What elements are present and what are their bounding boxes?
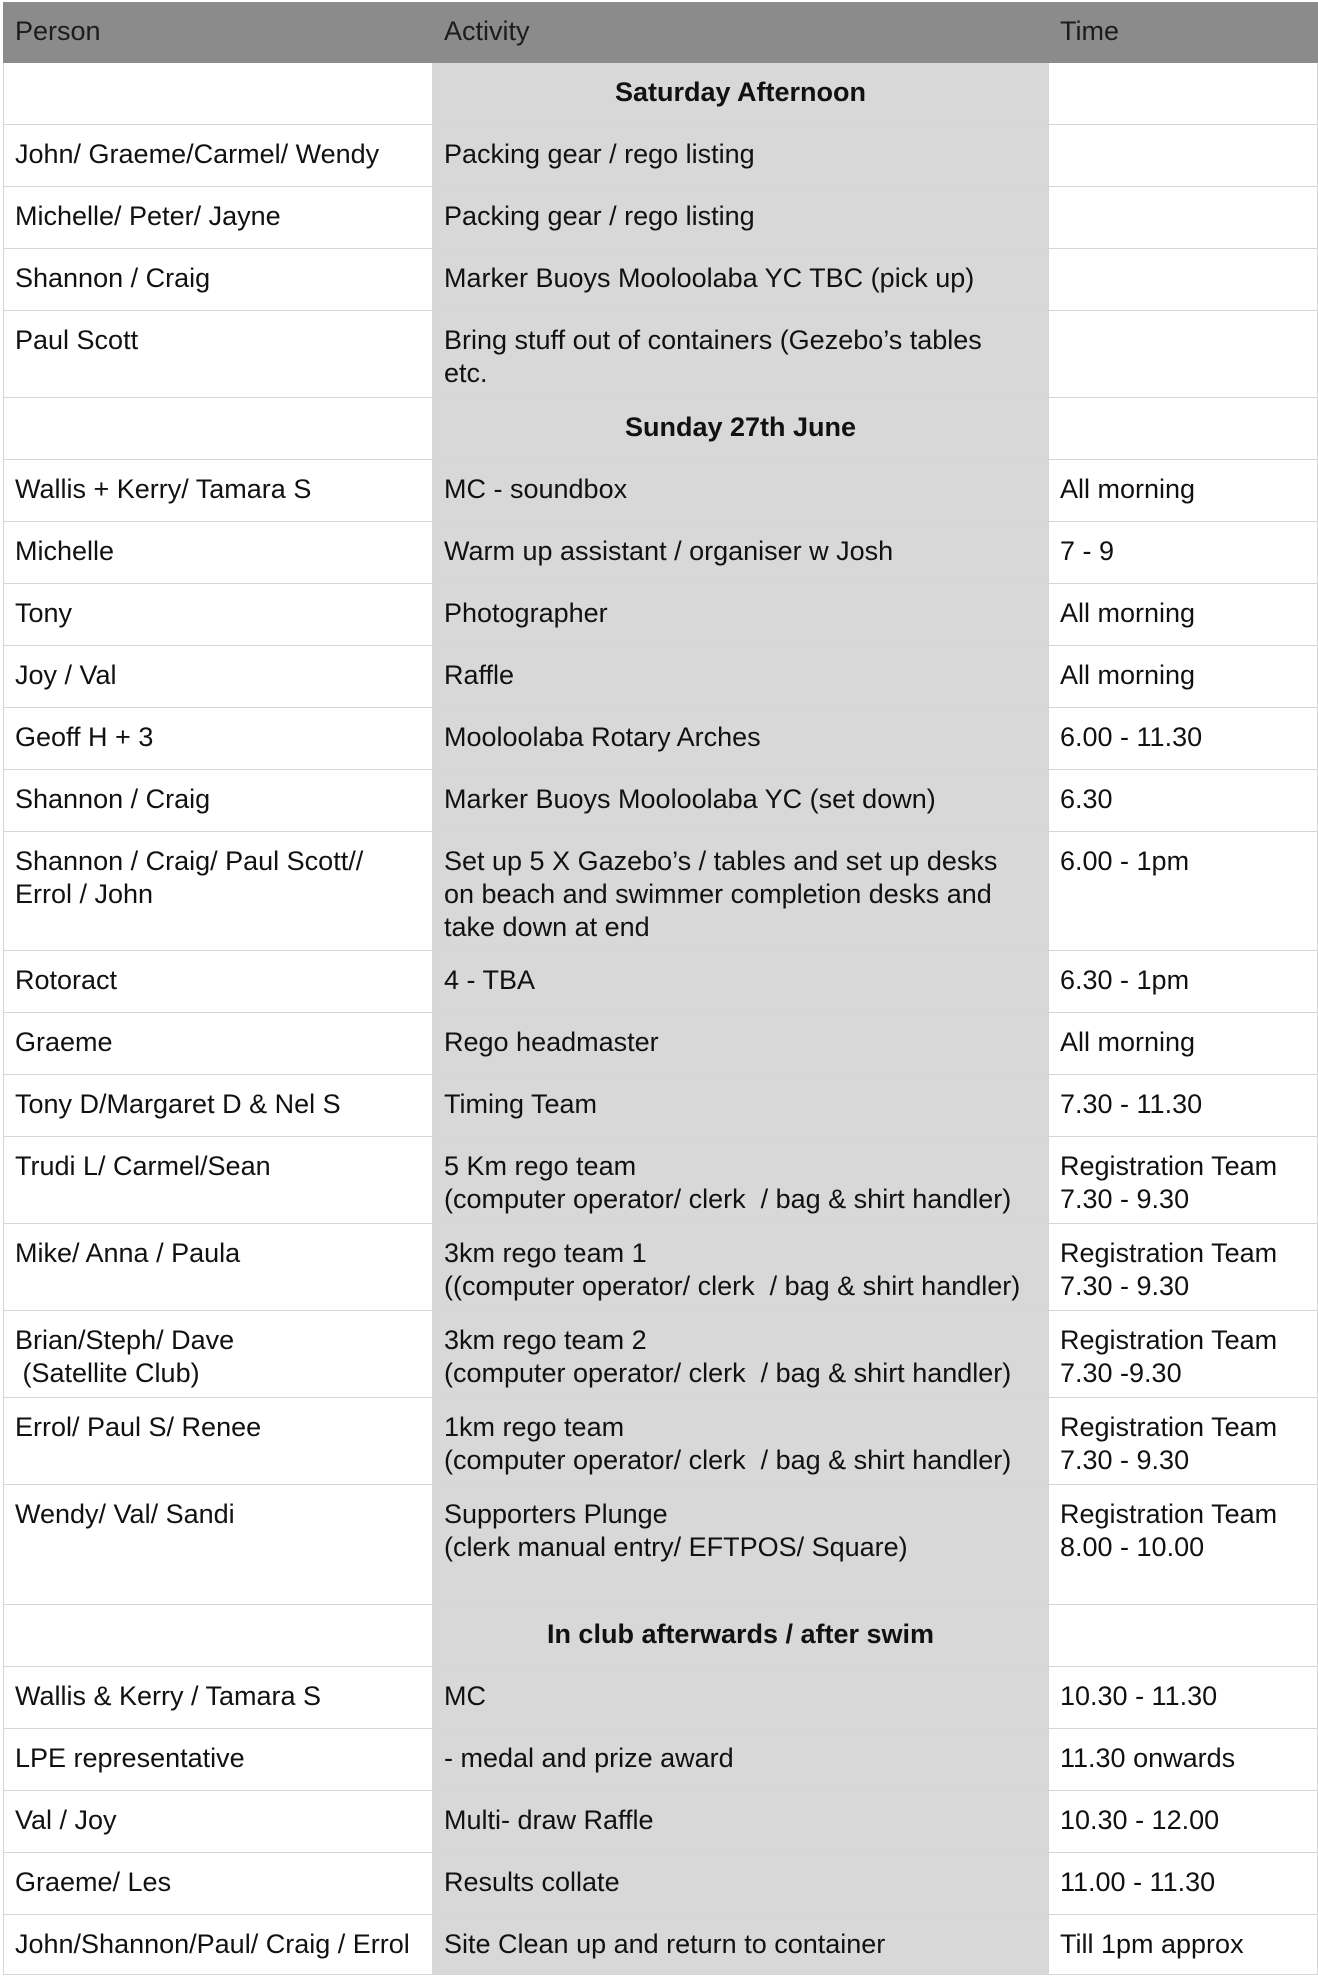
- person-cell: [4, 460, 433, 522]
- person-line: Graeme/ Les: [15, 1867, 172, 1897]
- section-time-cell: [1049, 1605, 1318, 1667]
- person-line: Errol / John: [15, 879, 154, 909]
- person-line: Brian/Steph/ Dave: [15, 1325, 235, 1355]
- time-line: 6.00 - 11.30: [1060, 722, 1203, 752]
- section-person-cell: [4, 63, 433, 125]
- time-line: Till 1pm approx: [1060, 1929, 1244, 1959]
- header-person: Person: [4, 3, 433, 63]
- table-row: [4, 1137, 1318, 1224]
- time-cell: [1049, 249, 1318, 311]
- person-line: Joy / Val: [15, 660, 117, 690]
- person-cell: [4, 708, 433, 770]
- table-row: [4, 708, 1318, 770]
- person-cell: [4, 311, 433, 398]
- person-line: Mike/ Anna / Paula: [15, 1238, 241, 1268]
- time-cell: [1049, 1791, 1318, 1853]
- table-row: [4, 249, 1318, 311]
- table-row: [4, 1398, 1318, 1485]
- time-cell: [1049, 1915, 1318, 1975]
- table-row: [4, 1667, 1318, 1729]
- time-cell: [1049, 125, 1318, 187]
- table-row: [4, 1791, 1318, 1853]
- time-line: 6.00 - 1pm: [1060, 846, 1190, 876]
- table-row: [4, 1915, 1318, 1975]
- activity-line: MC - soundbox: [444, 474, 628, 504]
- activity-line: Warm up assistant / organiser w Josh: [444, 536, 894, 566]
- time-cell: [1049, 1013, 1318, 1075]
- time-cell: [1049, 311, 1318, 398]
- time-cell: [1049, 951, 1318, 1013]
- person-line: Errol/ Paul S/ Renee: [15, 1412, 262, 1442]
- activity-line: Mooloolaba Rotary Arches: [444, 722, 761, 752]
- person-line: Wendy/ Val/ Sandi: [15, 1499, 235, 1529]
- person-line: Shannon / Craig/ Paul Scott//: [15, 846, 364, 876]
- person-cell: [4, 1853, 433, 1915]
- time-line: All morning: [1060, 598, 1196, 628]
- time-cell: [1049, 1667, 1318, 1729]
- table-row: [4, 125, 1318, 187]
- table-row: [4, 646, 1318, 708]
- time-cell: [1049, 1485, 1318, 1605]
- activity-line: Results collate: [444, 1867, 620, 1897]
- activity-line: (computer operator/ clerk / bag & shirt handler): [444, 1358, 1012, 1388]
- time-line: 7.30 - 11.30: [1060, 1089, 1203, 1119]
- activity-cell: [433, 1398, 1049, 1485]
- person-line: Tony D/Margaret D & Nel S: [15, 1089, 341, 1119]
- activity-line: Rego headmaster: [444, 1027, 659, 1057]
- time-line: 11.30 onwards: [1060, 1743, 1236, 1773]
- activity-line: Bring stuff out of containers (Gezebo’s tables: [444, 325, 982, 355]
- table-row: [4, 1311, 1318, 1398]
- section-header-row: [4, 398, 1318, 460]
- activity-line: 3km rego team 1: [444, 1238, 647, 1268]
- activity-line: Raffle: [444, 660, 515, 690]
- time-line: 7.30 - 9.30: [1060, 1184, 1190, 1214]
- table-row: [4, 1853, 1318, 1915]
- time-cell: [1049, 1075, 1318, 1137]
- table-row: [4, 1013, 1318, 1075]
- person-line: Shannon / Craig: [15, 263, 211, 293]
- time-line: 6.30: [1060, 784, 1113, 814]
- table-row: [4, 1075, 1318, 1137]
- person-line: Paul Scott: [15, 325, 139, 355]
- person-cell: [4, 832, 433, 951]
- activity-cell: [433, 1224, 1049, 1311]
- activity-line: Marker Buoys Mooloolaba YC (set down): [444, 784, 936, 814]
- table-row: [4, 832, 1318, 951]
- time-line: Registration Team: [1060, 1325, 1278, 1355]
- activity-line: (clerk manual entry/ EFTPOS/ Square): [444, 1532, 908, 1562]
- activity-cell: [433, 1311, 1049, 1398]
- activity-cell: [433, 1075, 1049, 1137]
- person-cell: [4, 1485, 433, 1605]
- table-header: [4, 3, 1318, 63]
- activity-cell: [433, 460, 1049, 522]
- activity-cell: [433, 832, 1049, 951]
- header-activity: Activity: [433, 3, 1049, 63]
- person-line: John/Shannon/Paul/ Craig / Errol: [15, 1929, 410, 1959]
- activity-cell: [433, 1915, 1049, 1975]
- activity-cell: [433, 708, 1049, 770]
- time-cell: [1049, 1853, 1318, 1915]
- activity-line: Packing gear / rego listing: [444, 201, 755, 231]
- activity-line: Photographer: [444, 598, 608, 628]
- time-line: 7 - 9: [1060, 536, 1115, 566]
- activity-cell: [433, 311, 1049, 398]
- section-header-row: [4, 63, 1318, 125]
- activity-cell: [433, 1137, 1049, 1224]
- activity-line: Timing Team: [444, 1089, 598, 1119]
- activity-cell: [433, 1791, 1049, 1853]
- person-cell: [4, 1137, 433, 1224]
- activity-cell: [433, 1013, 1049, 1075]
- table-row: [4, 1485, 1318, 1605]
- time-cell: [1049, 770, 1318, 832]
- table-row: [4, 460, 1318, 522]
- section-title: In club afterwards / after swim: [433, 1605, 1049, 1667]
- table-row: [4, 522, 1318, 584]
- person-cell: [4, 1667, 433, 1729]
- section-time-cell: [1049, 63, 1318, 125]
- activity-cell: [433, 1485, 1049, 1605]
- header-time: Time: [1049, 3, 1318, 63]
- activity-cell: [433, 646, 1049, 708]
- table-row: [4, 311, 1318, 398]
- time-line: Registration Team: [1060, 1499, 1278, 1529]
- person-line: Tony: [15, 598, 73, 628]
- time-cell: [1049, 832, 1318, 951]
- table-row: [4, 187, 1318, 249]
- activity-line: 1km rego team: [444, 1412, 625, 1442]
- time-line: 7.30 - 9.30: [1060, 1271, 1190, 1301]
- time-line: All morning: [1060, 660, 1196, 690]
- activity-cell: [433, 1729, 1049, 1791]
- section-header-row: [4, 1605, 1318, 1667]
- table-body: [4, 63, 1318, 1975]
- person-line: Wallis + Kerry/ Tamara S: [15, 474, 312, 504]
- section-title: Saturday Afternoon: [433, 63, 1049, 125]
- person-line: Michelle/ Peter/ Jayne: [15, 201, 281, 231]
- time-cell: [1049, 460, 1318, 522]
- activity-line: 4 - TBA: [444, 965, 536, 995]
- time-line: 7.30 - 9.30: [1060, 1445, 1190, 1475]
- activity-cell: [433, 187, 1049, 249]
- time-line: 10.30 - 11.30: [1060, 1681, 1218, 1711]
- person-line: Trudi L/ Carmel/Sean: [15, 1151, 271, 1181]
- time-line: 6.30 - 1pm: [1060, 965, 1190, 995]
- person-cell: [4, 249, 433, 311]
- time-cell: [1049, 1398, 1318, 1485]
- person-line: (Satellite Club): [15, 1358, 200, 1388]
- time-cell: [1049, 1137, 1318, 1224]
- table-row: [4, 584, 1318, 646]
- activity-line: - medal and prize award: [444, 1743, 734, 1773]
- activity-line: Supporters Plunge: [444, 1499, 668, 1529]
- activity-line: Packing gear / rego listing: [444, 139, 755, 169]
- section-person-cell: [4, 1605, 433, 1667]
- person-line: Wallis & Kerry / Tamara S: [15, 1681, 322, 1711]
- time-line: Registration Team: [1060, 1412, 1278, 1442]
- person-cell: [4, 125, 433, 187]
- time-line: Registration Team: [1060, 1238, 1278, 1268]
- person-cell: [4, 646, 433, 708]
- time-line: All morning: [1060, 474, 1196, 504]
- section-time-cell: [1049, 398, 1318, 460]
- person-line: Rotoract: [15, 965, 118, 995]
- person-line: Shannon / Craig: [15, 784, 211, 814]
- person-line: Val / Joy: [15, 1805, 117, 1835]
- time-cell: [1049, 1311, 1318, 1398]
- time-cell: [1049, 187, 1318, 249]
- person-line: Michelle: [15, 536, 115, 566]
- person-cell: [4, 584, 433, 646]
- activity-line: etc.: [444, 358, 488, 388]
- section-title: Sunday 27th June: [433, 398, 1049, 460]
- person-cell: [4, 1013, 433, 1075]
- person-cell: [4, 1224, 433, 1311]
- person-cell: [4, 187, 433, 249]
- activity-line: take down at end: [444, 912, 650, 942]
- header-row: [4, 3, 1318, 63]
- activity-line: MC: [444, 1681, 486, 1711]
- activity-line: Multi- draw Raffle: [444, 1805, 654, 1835]
- person-line: Graeme: [15, 1027, 113, 1057]
- time-line: Registration Team: [1060, 1151, 1278, 1181]
- time-cell: [1049, 584, 1318, 646]
- activity-line: Set up 5 X Gazebo’s / tables and set up desks: [444, 846, 998, 876]
- activity-cell: [433, 522, 1049, 584]
- section-person-cell: [4, 398, 433, 460]
- activity-line: Marker Buoys Mooloolaba YC TBC (pick up): [444, 263, 975, 293]
- time-line: 11.00 - 11.30: [1060, 1867, 1216, 1897]
- time-line: All morning: [1060, 1027, 1196, 1057]
- time-line: 10.30 - 12.00: [1060, 1805, 1220, 1835]
- time-cell: [1049, 708, 1318, 770]
- person-cell: [4, 770, 433, 832]
- table-row: [4, 1729, 1318, 1791]
- roster-table: [3, 2, 1318, 1975]
- activity-line: (computer operator/ clerk / bag & shirt handler): [444, 1445, 1012, 1475]
- activity-line: 5 Km rego team: [444, 1151, 637, 1181]
- activity-cell: [433, 770, 1049, 832]
- person-line: John/ Graeme/Carmel/ Wendy: [15, 139, 380, 169]
- person-line: Geoff H + 3: [15, 722, 154, 752]
- person-cell: [4, 1075, 433, 1137]
- person-cell: [4, 522, 433, 584]
- person-cell: [4, 1915, 433, 1975]
- person-cell: [4, 1398, 433, 1485]
- person-cell: [4, 951, 433, 1013]
- person-cell: [4, 1791, 433, 1853]
- activity-line: Site Clean up and return to container: [444, 1929, 886, 1959]
- time-cell: [1049, 646, 1318, 708]
- activity-line: (computer operator/ clerk / bag & shirt handler): [444, 1184, 1012, 1214]
- time-cell: [1049, 1224, 1318, 1311]
- time-cell: [1049, 522, 1318, 584]
- time-cell: [1049, 1729, 1318, 1791]
- table-row: [4, 770, 1318, 832]
- activity-line: 3km rego team 2: [444, 1325, 647, 1355]
- table-row: [4, 951, 1318, 1013]
- activity-cell: [433, 1667, 1049, 1729]
- activity-cell: [433, 125, 1049, 187]
- person-line: LPE representative: [15, 1743, 245, 1773]
- person-cell: [4, 1729, 433, 1791]
- activity-cell: [433, 1853, 1049, 1915]
- activity-line: ((computer operator/ clerk / bag & shirt handler): [444, 1271, 1021, 1301]
- table-row: [4, 1224, 1318, 1311]
- activity-cell: [433, 249, 1049, 311]
- time-line: 8.00 - 10.00: [1060, 1532, 1205, 1562]
- activity-line: on beach and swimmer completion desks and: [444, 879, 992, 909]
- activity-cell: [433, 584, 1049, 646]
- activity-cell: [433, 951, 1049, 1013]
- person-cell: [4, 1311, 433, 1398]
- time-line: 7.30 -9.30: [1060, 1358, 1182, 1388]
